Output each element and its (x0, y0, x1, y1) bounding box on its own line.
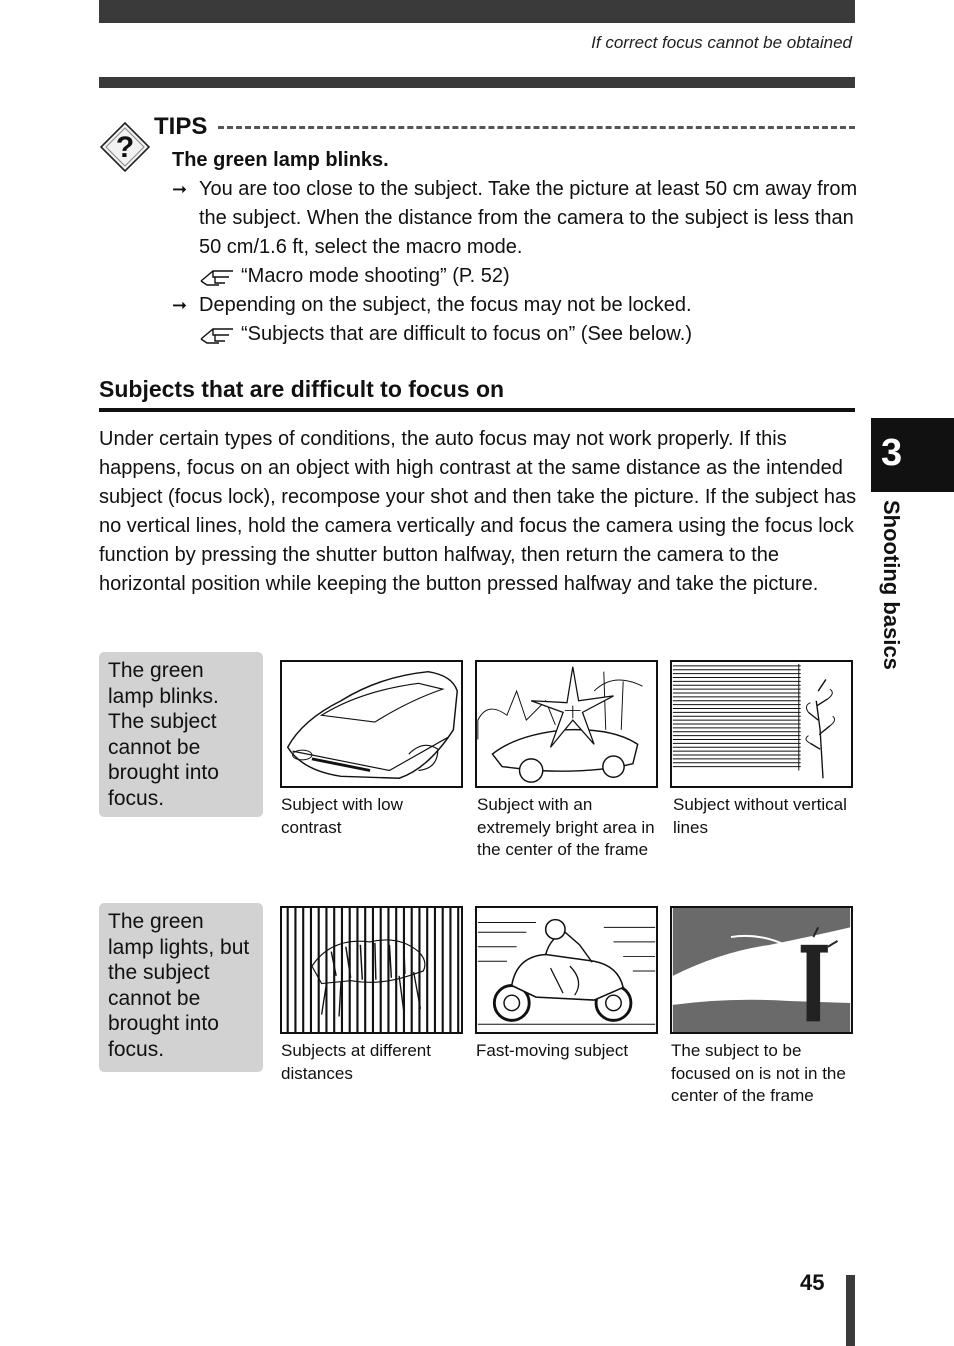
tips-body (172, 146, 862, 349)
bright-car-illustration (477, 662, 656, 786)
page-number: 45 (800, 1270, 825, 1295)
running-title: If correct focus cannot be obtained (591, 33, 852, 52)
chapter-tab (871, 418, 954, 492)
example-image-off-center (670, 906, 853, 1034)
chapter-label: Shooting basics (879, 500, 904, 670)
pointing-hand-icon (199, 267, 235, 287)
car-outline-illustration (282, 662, 461, 786)
tips-heading: The green lamp blinks. (172, 149, 389, 171)
tiger-behind-bars-illustration (282, 908, 461, 1032)
example-image-bright-area (475, 660, 658, 788)
example-image-fast-moving (475, 906, 658, 1034)
example-image-low-contrast (280, 660, 463, 788)
condition-box-blinks: The green lamp blinks. The subject cannot be brought into focus. (99, 652, 263, 817)
svg-text:?: ? (115, 131, 135, 164)
reference-text: “Macro mode shooting” (P. 52) (241, 265, 510, 287)
example-caption: Fast-moving subject (476, 1041, 629, 1060)
example-caption: The subject to be focused on is not in the center of the frame (671, 1041, 846, 1105)
tip-reference (172, 262, 862, 291)
chapter-label-wrapper (868, 500, 904, 700)
tip-item (172, 291, 862, 320)
pointing-hand-icon (199, 325, 235, 345)
example-caption: Subjects at different distances (281, 1041, 431, 1083)
tip-text: Depending on the subject, the focus may not be locked. (199, 294, 692, 316)
question-mark-icon (99, 121, 151, 173)
example-image-no-vertical-lines (670, 660, 853, 788)
condition-box-lights: The green lamp lights, but the subject cannot be brought into focus. (99, 903, 263, 1072)
tip-item (172, 175, 862, 262)
motorcycle-illustration (477, 908, 656, 1032)
horizontal-lines-illustration (672, 662, 851, 786)
tips-label: TIPS (154, 113, 208, 140)
example-caption: Subject with low contrast (281, 795, 403, 837)
tip-text: You are too close to the subject. Take the picture at least 50 cm away from the subject. When the distance from the camera to the subject is less than 50 cm/1.6 ft, select the macro mode. (199, 178, 858, 258)
section-rule (99, 408, 855, 412)
section-title: Subjects that are difficult to focus on (99, 376, 505, 402)
reference-text: “Subjects that are difficult to focus on” (See below.) (241, 323, 692, 345)
example-caption: Subject without vertical lines (673, 795, 847, 837)
section-body: Under certain types of conditions, the auto focus may not work properly. If this happens, focus on an object with high contrast at the same distance as the intended subject (focus lock), recompose your shot and then take the picture. If the subject has no vertical lines, hold the camera vertically and focus the camera using the focus lock function by pressing the shutter button halfway, then return the camera to the horizontal position while keeping the button pressed halfway and take the picture. (99, 428, 857, 595)
arrow-right-icon: ➞ (172, 295, 188, 315)
example-caption: Subject with an extremely bright area in the center of the frame (477, 795, 655, 859)
page-edge-bar (846, 1275, 855, 1346)
example-image-different-distances (280, 906, 463, 1034)
header-top-bar (99, 0, 855, 23)
arrow-right-icon: ➞ (172, 179, 188, 199)
tip-reference (172, 320, 862, 349)
chapter-number: 3 (881, 432, 903, 474)
tips-dashed-rule (218, 126, 855, 129)
header-rule-bar (99, 77, 855, 88)
off-center-subject-illustration (672, 908, 851, 1032)
